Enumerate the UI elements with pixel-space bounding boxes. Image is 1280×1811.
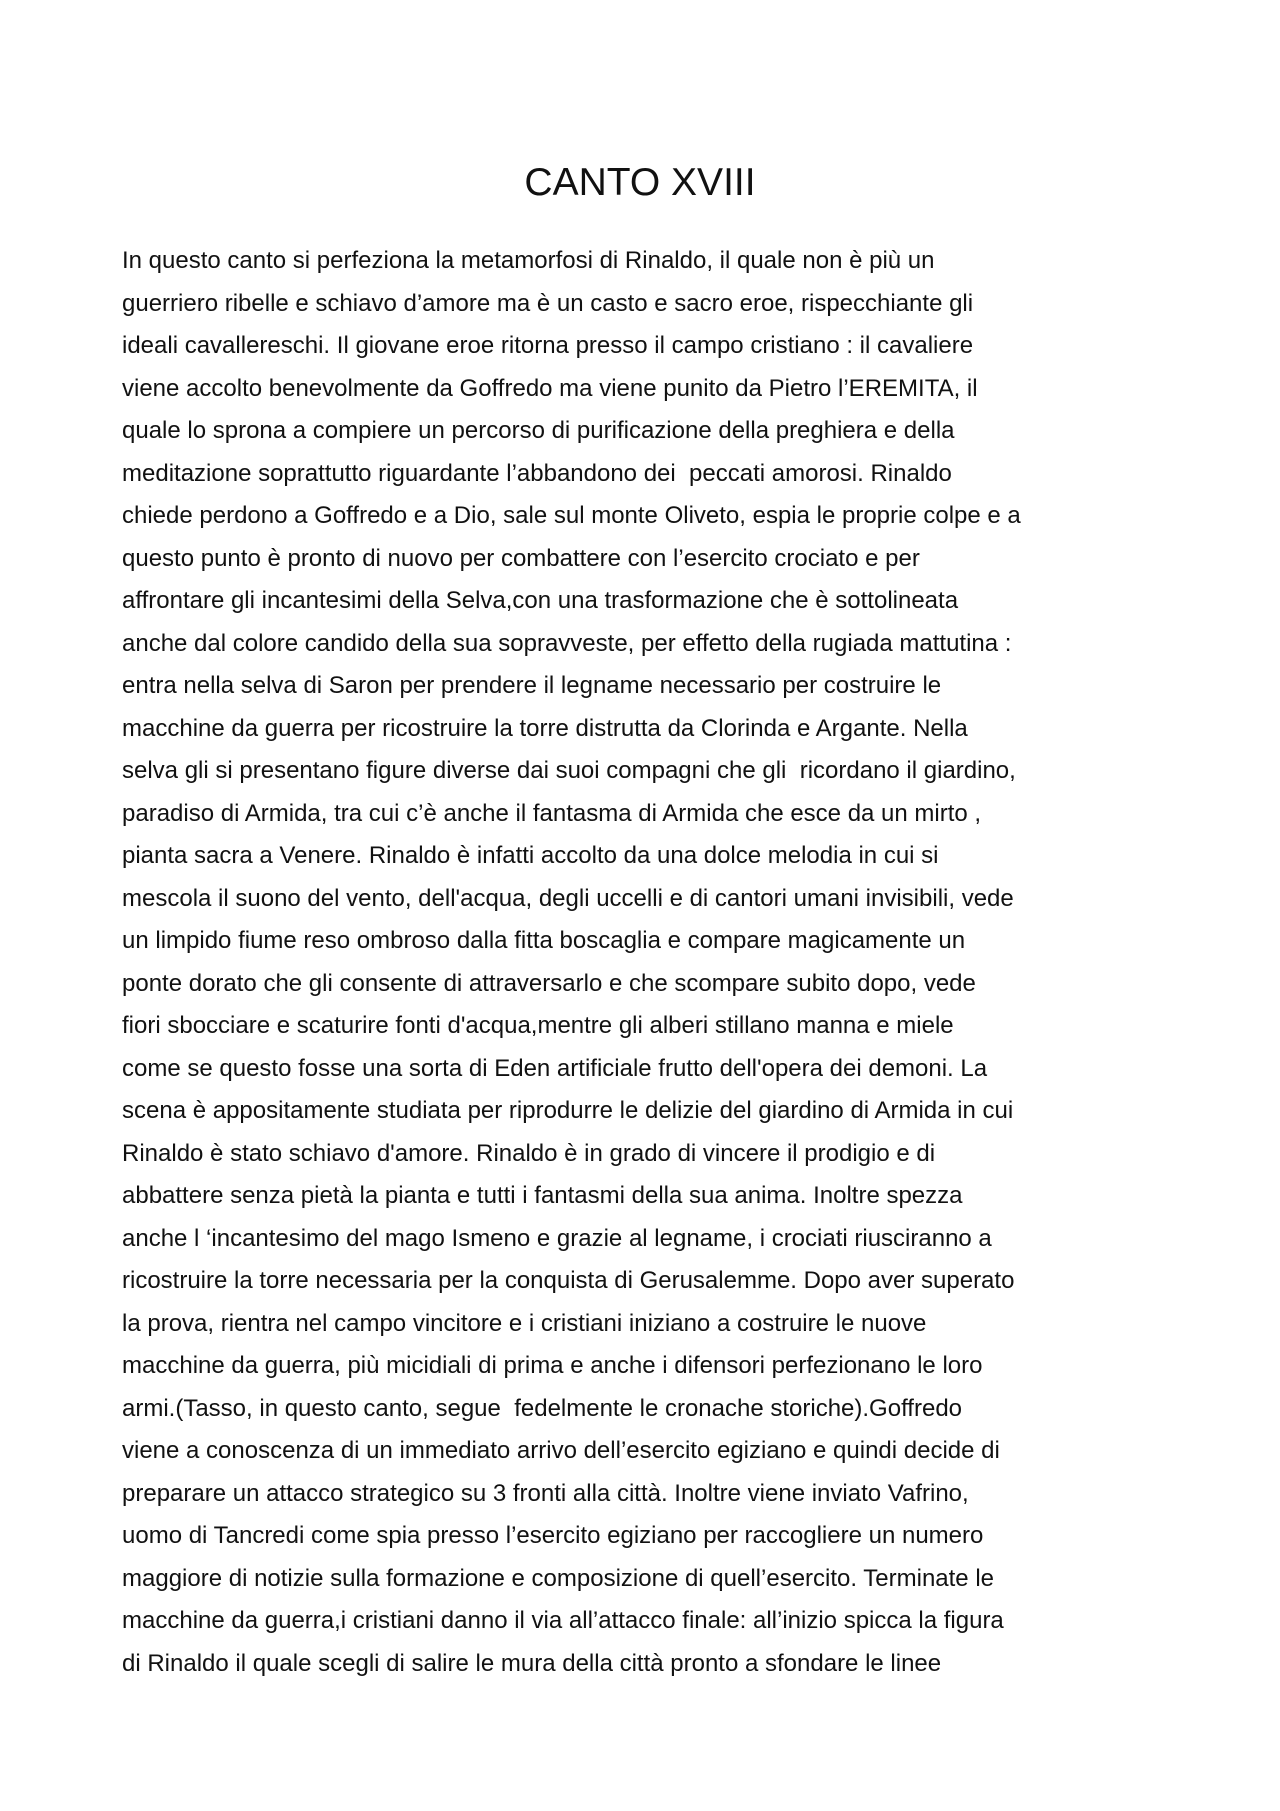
- text-line: abbattere senza pietà la pianta e tutti i fantasmi della sua anima. Inoltre spezza: [122, 1182, 963, 1209]
- text-line: anche l ‘incantesimo del mago Ismeno e grazie al legname, i crociati riusciranno a: [122, 1224, 992, 1252]
- text-line: macchine da guerra,i cristiani danno il via all’attacco finale: all’inizio spicca la figura: [122, 1607, 1004, 1634]
- text-line: preparare un attacco strategico su 3 fronti alla città. Inoltre viene inviato Vafrino,: [122, 1479, 969, 1507]
- text-line: uomo di Tancredi come spia presso l’esercito egiziano per raccogliere un numero: [122, 1522, 984, 1549]
- text-line: questo punto è pronto di nuovo per combattere con l’esercito crociato e per: [122, 544, 920, 572]
- text-line: ideali cavallereschi. Il giovane eroe ritorna presso il campo cristiano : il cavaliere: [122, 332, 974, 359]
- text-line: macchine da guerra, più micidiali di prima e anche i difensori perfezionano le loro: [122, 1352, 983, 1379]
- text-line: anche dal colore candido della sua sopravveste, per effetto della rugiada mattutina :: [122, 629, 1012, 657]
- text-line: come se questo fosse una sorta di Eden artificiale frutto dell'opera dei demoni. La: [122, 1054, 988, 1082]
- text-line: scena è appositamente studiata per riprodurre le delizie del giardino di Armida in cui: [122, 1097, 1014, 1124]
- text-line: In questo canto si perfeziona la metamorfosi di Rinaldo, il quale non è più un: [122, 247, 935, 274]
- text-line: la prova, rientra nel campo vincitore e i cristiani iniziano a costruire le nuove: [122, 1309, 927, 1337]
- text-line: viene accolto benevolmente da Goffredo ma viene punito da Pietro l’EREMITA, il: [122, 374, 978, 402]
- text-line: fiori sbocciare e scaturire fonti d'acqua,mentre gli alberi stillano manna e miele: [122, 1012, 954, 1039]
- text-line: guerriero ribelle e schiavo d’amore ma è un casto e sacro eroe, rispecchiante gli: [122, 289, 974, 317]
- text-line: mescola il suono del vento, dell'acqua, degli uccelli e di cantori umani invisibili, vede: [122, 884, 1014, 912]
- text-line: affrontare gli incantesimi della Selva,con una trasformazione che è sottolineata: [122, 587, 959, 614]
- text-line: ponte dorato che gli consente di attraversarlo e che scompare subito dopo, vede: [122, 969, 976, 997]
- text-line: di Rinaldo il quale scegli di salire le mura della città pronto a sfondare le linee: [122, 1649, 942, 1677]
- text-line: chiede perdono a Goffredo e a Dio, sale sul monte Oliveto, espia le proprie colpe e a: [122, 502, 1021, 529]
- text-line: viene a conoscenza di un immediato arrivo dell’esercito egiziano e quindi decide di: [122, 1437, 1000, 1464]
- text-line: Rinaldo è stato schiavo d'amore. Rinaldo è in grado di vincere il prodigio e di: [122, 1139, 936, 1167]
- text-line: macchine da guerra per ricostruire la torre distrutta da Clorinda e Argante. Nella: [122, 714, 968, 742]
- text-line: selva gli si presentano figure diverse dai suoi compagni che gli ricordano il giardino,: [122, 757, 1016, 784]
- text-line: pianta sacra a Venere. Rinaldo è infatti accolto da una dolce melodia in cui si: [122, 842, 939, 869]
- page-title: CANTO XVIII: [524, 161, 756, 204]
- text-line: ricostruire la torre necessaria per la conquista di Gerusalemme. Dopo aver superato: [122, 1267, 1015, 1294]
- body-paragraph: [122, 240, 1182, 1685]
- text-line: armi.(Tasso, in questo canto, segue fedelmente le cronache storiche).Goffredo: [122, 1394, 963, 1422]
- text-line: quale lo sprona a compiere un percorso di purificazione della preghiera e della: [122, 417, 955, 444]
- text-line: un limpido fiume reso ombroso dalla fitta boscaglia e compare magicamente un: [122, 927, 966, 954]
- text-line: paradiso di Armida, tra cui c’è anche il fantasma di Armida che esce da un mirto ,: [122, 799, 982, 827]
- text-line: maggiore di notizie sulla formazione e composizione di quell’esercito. Terminate le: [122, 1564, 995, 1592]
- text-line: entra nella selva di Saron per prendere il legname necessario per costruire le: [122, 672, 942, 699]
- text-line: meditazione soprattutto riguardante l’abbandono dei peccati amorosi. Rinaldo: [122, 459, 952, 487]
